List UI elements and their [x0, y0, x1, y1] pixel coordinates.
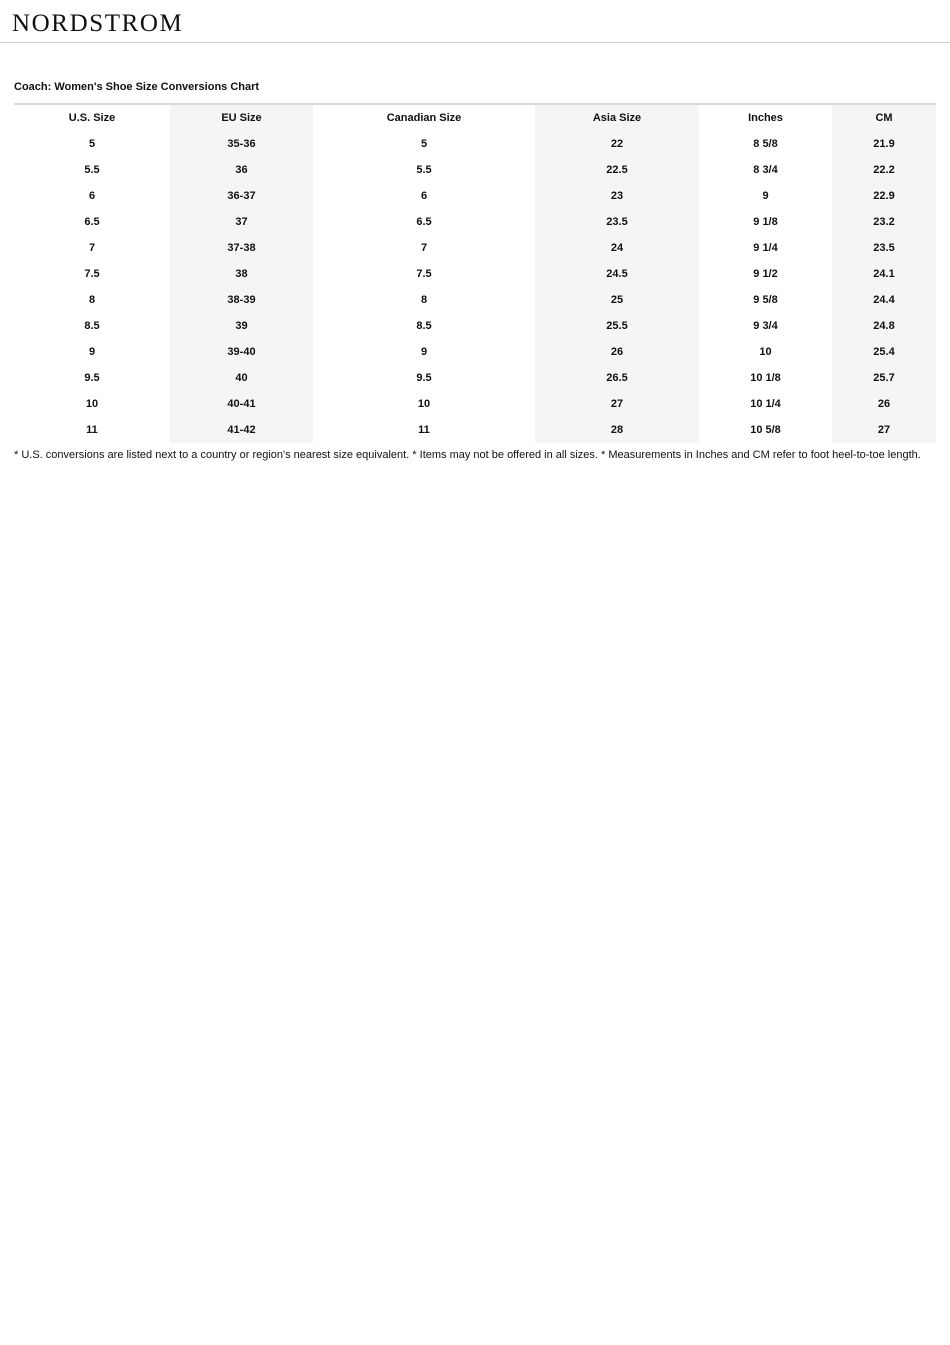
table-header-row: [14, 104, 936, 131]
cell-canadian-size: 7.5: [416, 268, 432, 280]
column-header-canadian-size: Canadian Size: [386, 112, 462, 124]
cell-us-size: 5: [88, 138, 96, 150]
cell-asia-size: 25: [610, 294, 624, 306]
cell-inches: 8 5/8: [753, 138, 778, 150]
cell-us-size: 11: [86, 424, 98, 436]
cell-cm: 24.4: [873, 294, 895, 306]
cell-cm: 21.9: [873, 138, 895, 150]
cell-cm: 25.4: [873, 346, 895, 358]
cell-eu-size: 37-38: [227, 242, 256, 254]
cell-canadian-size: 9: [420, 346, 428, 358]
cell-asia-size: 24: [610, 242, 624, 254]
cell-us-size: 10: [85, 398, 99, 410]
cell-us-size: 9: [88, 346, 96, 358]
cell-eu-size: 38: [235, 268, 248, 280]
cell-inches: 9 1/2: [753, 268, 778, 280]
cell-cm: 27: [877, 424, 891, 436]
cell-inches: 10 1/8: [750, 372, 781, 384]
table-body: [14, 131, 936, 443]
cell-eu-size: 41-42: [227, 424, 256, 436]
table-row: [14, 131, 936, 157]
cell-inches: 9: [762, 190, 769, 202]
cell-inches: 9 1/4: [753, 242, 778, 254]
cell-inches: 8 3/4: [753, 164, 778, 176]
cell-asia-size: 24.5: [606, 268, 628, 280]
cell-canadian-size: 7: [420, 242, 428, 254]
cell-asia-size: 26: [610, 346, 624, 358]
cell-cm: 24.8: [873, 320, 895, 332]
cell-inches: 10 1/4: [750, 398, 781, 410]
cell-canadian-size: 5.5: [416, 164, 432, 176]
cell-asia-size: 22: [610, 138, 624, 150]
cell-inches: 9 3/4: [753, 320, 778, 332]
column-header-us-size: U.S. Size: [68, 112, 116, 124]
table-row: [14, 235, 936, 261]
cell-asia-size: 22.5: [606, 164, 628, 176]
cell-eu-size: 35-36: [227, 138, 256, 150]
cell-cm: 22.2: [873, 164, 895, 176]
cell-cm: 26: [877, 398, 891, 410]
column-header-inches: Inches: [748, 112, 783, 124]
cell-canadian-size: 8: [420, 294, 428, 306]
cell-us-size: 6.5: [84, 216, 100, 228]
cell-inches: 9 1/8: [753, 216, 778, 228]
nordstrom-logo[interactable]: NORDSTROM: [12, 10, 184, 37]
cell-us-size: 6: [88, 190, 96, 202]
cell-asia-size: 27: [610, 398, 624, 410]
chart-title: Coach: Women's Shoe Size Conversions Chart: [14, 81, 260, 93]
cell-canadian-size: 5: [420, 138, 428, 150]
cell-us-size: 5.5: [84, 164, 100, 176]
footnote: * U.S. conversions are listed next to a country or region's nearest size equivalent. * Items may not be offered in all sizes. * Measurements in Inches and CM refer to foot heel-to-toe length.: [14, 449, 921, 461]
table-row: [14, 339, 936, 365]
cell-canadian-size: 11: [418, 424, 430, 436]
cell-inches: 10: [759, 346, 772, 358]
column-header-cm: CM: [875, 112, 893, 124]
cell-cm: 24.1: [873, 268, 895, 280]
cell-eu-size: 37: [235, 216, 248, 228]
cell-inches: 9 5/8: [753, 294, 778, 306]
page-header: [0, 0, 950, 43]
table-row: [14, 157, 936, 183]
table-row: [14, 417, 936, 443]
cell-canadian-size: 10: [417, 398, 431, 410]
cell-us-size: 8.5: [84, 320, 100, 332]
cell-asia-size: 23.5: [606, 216, 628, 228]
cell-us-size: 7.5: [84, 268, 100, 280]
cell-asia-size: 28: [610, 424, 624, 436]
cell-eu-size: 36-37: [227, 190, 256, 202]
cell-cm: 22.9: [873, 190, 895, 202]
cell-canadian-size: 9.5: [416, 372, 432, 384]
cell-canadian-size: 6: [420, 190, 428, 202]
cell-asia-size: 25.5: [606, 320, 628, 332]
column-header-eu-size: EU Size: [221, 112, 262, 124]
cell-inches: 10 5/8: [750, 424, 781, 436]
cell-us-size: 7: [88, 242, 96, 254]
cell-eu-size: 39: [235, 320, 248, 332]
table-row: [14, 287, 936, 313]
table-row: [14, 391, 936, 417]
cell-cm: 23.5: [873, 242, 895, 254]
cell-us-size: 8: [88, 294, 96, 306]
table-row: [14, 313, 936, 339]
cell-cm: 25.7: [873, 372, 895, 384]
cell-eu-size: 40: [235, 372, 248, 384]
column-header-asia-size: Asia Size: [592, 112, 642, 124]
table-row: [14, 261, 936, 287]
cell-canadian-size: 8.5: [416, 320, 432, 332]
cell-cm: 23.2: [873, 216, 895, 228]
cell-us-size: 9.5: [84, 372, 100, 384]
cell-asia-size: 26.5: [606, 372, 628, 384]
cell-eu-size: 39-40: [227, 346, 256, 358]
table-row: [14, 209, 936, 235]
cell-eu-size: 36: [235, 164, 248, 176]
table-row: [14, 183, 936, 209]
cell-asia-size: 23: [610, 190, 624, 202]
cell-eu-size: 40-41: [227, 398, 256, 410]
size-conversion-table: [14, 103, 936, 443]
cell-eu-size: 38-39: [227, 294, 256, 306]
table-row: [14, 365, 936, 391]
cell-canadian-size: 6.5: [416, 216, 432, 228]
